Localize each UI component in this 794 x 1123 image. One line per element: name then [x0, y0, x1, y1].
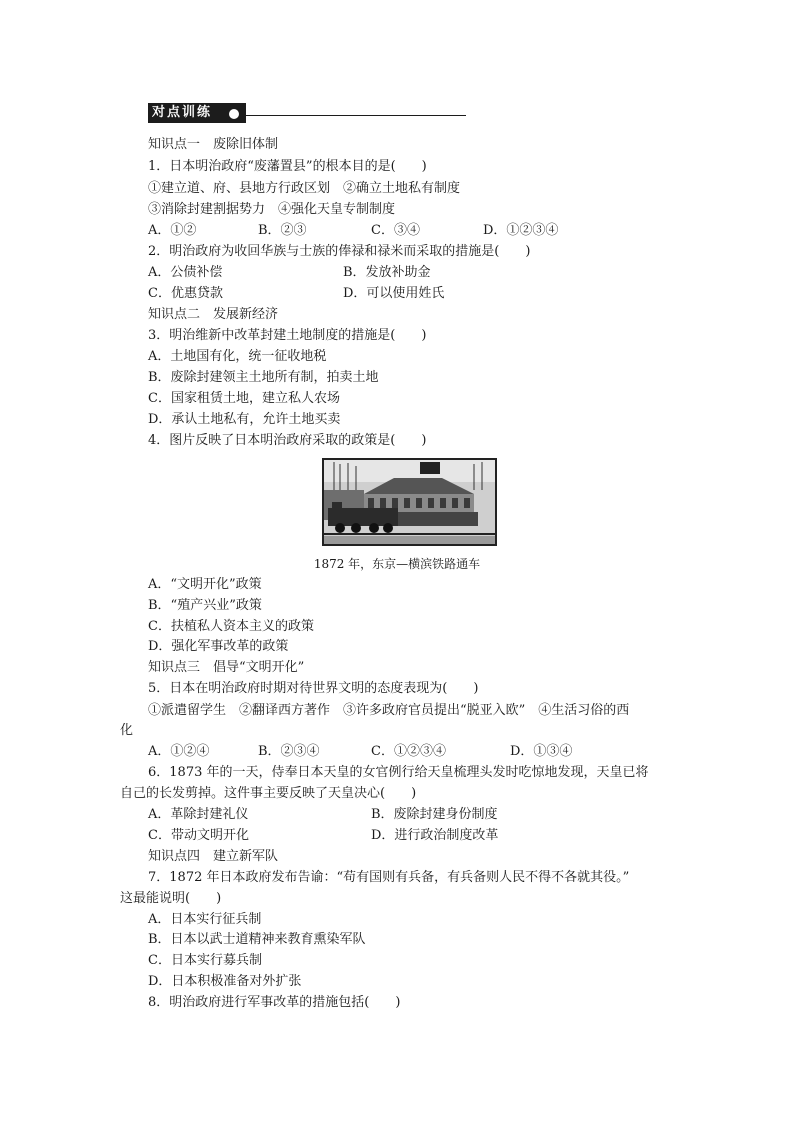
railway-photo [322, 458, 497, 546]
section-header-label [148, 103, 246, 123]
option-d: D．承认土地私有，允许土地买卖 [148, 412, 341, 427]
option-b: B．废除封建领主土地所有制，拍卖土地 [148, 370, 379, 385]
question-5-items: ①派遣留学生 ②翻译西方著作 ③许多政府官员提出“脱亚入欧” ④生活习俗的西 [148, 703, 630, 718]
question-8: 8．明治政府进行军事改革的措施包括( ) [148, 995, 401, 1010]
knowledge-point-4: 知识点四 建立新军队 [148, 849, 279, 864]
question-7: 7．1872 年日本政府发布告谕：“苟有国则有兵备，有兵备则人民不得不各就其役。” [148, 870, 630, 885]
option-d: D．日本积极准备对外扩张 [148, 974, 302, 989]
railway-photo-illustration [324, 460, 495, 544]
question-4: 4．图片反映了日本明治政府采取的政策是( ) [148, 433, 427, 448]
option-c: C．③④ [371, 223, 420, 238]
option-d: D．进行政治制度改革 [371, 828, 499, 843]
option-b: B．日本以武士道精神来教育熏染军队 [148, 932, 366, 947]
option-a: A．日本实行征兵制 [148, 912, 262, 927]
option-a: A．①②④ [148, 744, 210, 759]
option-a: A．革除封建礼仪 [148, 807, 249, 822]
knowledge-point-1: 知识点一 废除旧体制 [148, 137, 279, 152]
figure-caption: 1872 年，东京—横滨铁路通车 [313, 557, 481, 571]
bullet-dot-icon [228, 108, 240, 120]
question-6-cont: 自己的长发剪掉。这件事主要反映了天皇决心( ) [120, 786, 417, 801]
option-b: B．发放补助金 [343, 265, 431, 280]
option-d: D．可以使用姓氏 [343, 286, 445, 301]
question-2: 2．明治政府为收回华族与士族的俸禄和禄米而采取的措施是( ) [148, 244, 531, 259]
option-b: B．废除封建身份制度 [371, 807, 498, 822]
option-d: D．①③④ [510, 744, 573, 759]
option-c: C．扶植私人资本主义的政策 [148, 619, 314, 634]
question-7-cont: 这最能说明( ) [120, 891, 222, 906]
question-3: 3．明治维新中改革封建土地制度的措施是( ) [148, 328, 427, 343]
option-a: A．公债补偿 [148, 265, 223, 280]
option-b: B．“殖产兴业”政策 [148, 598, 262, 613]
knowledge-point-2: 知识点二 发展新经济 [148, 307, 279, 322]
option-d: D．强化军事改革的政策 [148, 639, 289, 654]
option-a: A．“文明开化”政策 [148, 577, 262, 592]
question-6: 6．1873 年的一天，侍奉日本天皇的女官例行给天皇梳理头发时吃惊地发现，天皇已将 [148, 765, 649, 780]
option-c: C．国家租赁土地，建立私人农场 [148, 391, 340, 406]
question-5-items-cont: 化 [120, 723, 134, 738]
option-d: D．①②③④ [483, 223, 559, 238]
question-1: 1．日本明治政府“废藩置县”的根本目的是( ) [148, 159, 427, 174]
option-b: B．②③ [258, 223, 307, 238]
question-1-items: ①建立道、府、县地方行政区划 ②确立土地私有制度 [148, 181, 461, 196]
header-rule [246, 115, 466, 116]
option-c: C．①②③④ [371, 744, 446, 759]
knowledge-point-3: 知识点三 倡导“文明开化” [148, 660, 305, 675]
section-header-text: 对点训练 [152, 105, 213, 120]
question-1-items: ③消除封建割据势力 ④强化天皇专制制度 [148, 202, 396, 217]
option-c: C．带动文明开化 [148, 828, 249, 843]
option-c: C．优惠贷款 [148, 286, 223, 301]
section-header [148, 103, 468, 125]
option-a: A．①② [148, 223, 197, 238]
option-b: B．②③④ [258, 744, 320, 759]
question-5: 5．日本在明治政府时期对待世界文明的态度表现为( ) [148, 681, 479, 696]
option-c: C．日本实行募兵制 [148, 953, 262, 968]
option-a: A．土地国有化，统一征收地税 [148, 349, 327, 364]
